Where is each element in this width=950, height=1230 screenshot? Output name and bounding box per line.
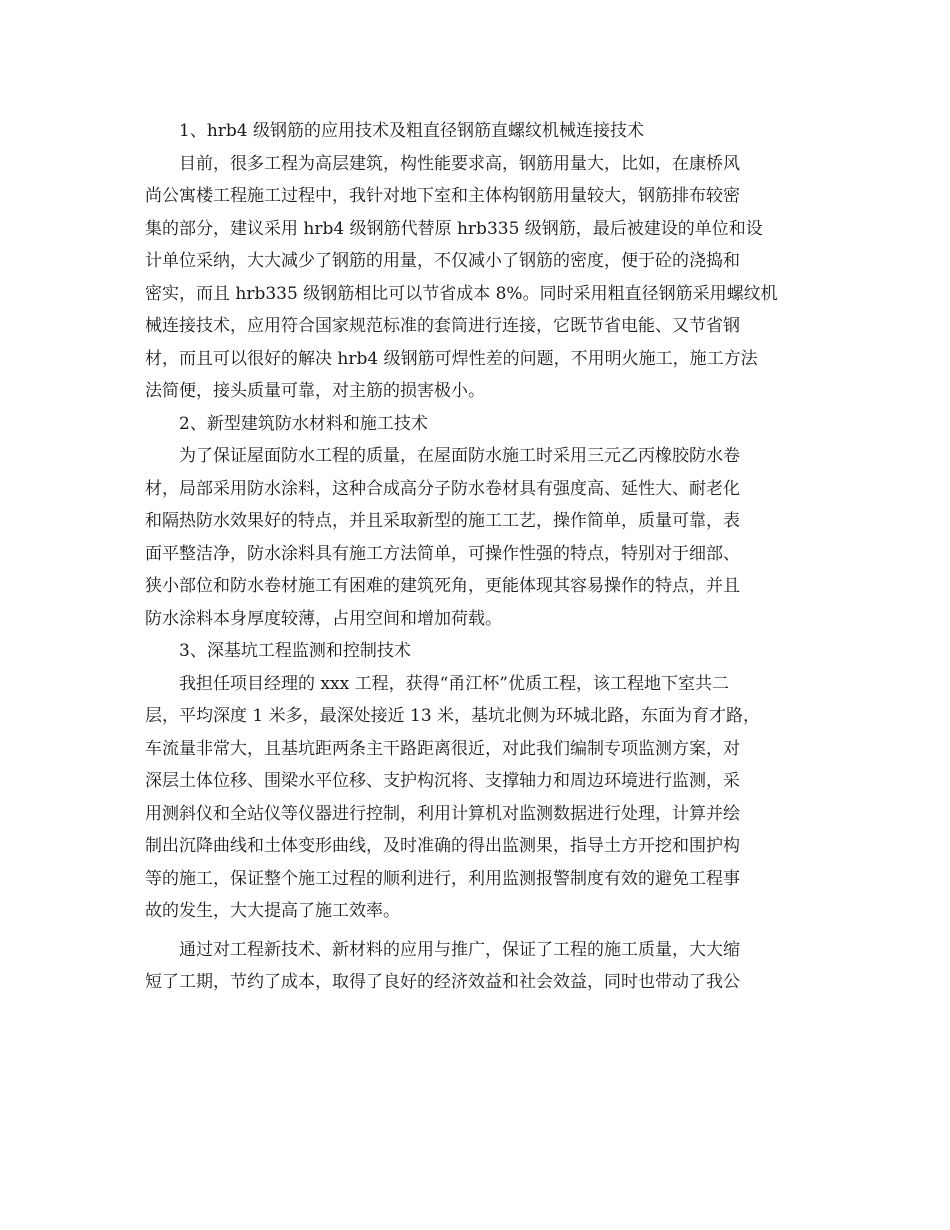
- paragraph-line: 面平整洁净，防水涂料具有施工方法简单，可操作性强的特点，特别对于细部、: [145, 543, 740, 564]
- paragraph-line: 和隔热防水效果好的特点，并且采取新型的施工工艺，操作简单，质量可靠，表: [145, 511, 740, 531]
- section-heading-1: 1、hrb4 级钢筋的应用技术及粗直径钢筋直螺纹机械连接技术: [179, 121, 644, 141]
- paragraph-line: 车流量非常大，且基坑距两条主干路距离很近，对此我们编制专项监测方案，对: [145, 738, 740, 759]
- paragraph-line: 械连接技术，应用符合国家规范标准的套筒进行连接，它既节省电能、又节省钢: [145, 316, 740, 336]
- paragraph-line: 我担任项目经理的 xxx 工程，获得“甬江杯”优质工程，该工程地下室共二: [179, 673, 729, 694]
- paragraph-line: 故的发生，大大提高了施工效率。: [145, 901, 400, 921]
- paragraph-line: 尚公寓楼工程施工过程中，我针对地下室和主体构钢筋用量较大，钢筋排布较密: [145, 186, 740, 206]
- paragraph-line: 制出沉降曲线和土体变形曲线，及时准确的得出监测果，指导土方开挖和围护构: [145, 836, 740, 856]
- paragraph-line: 狭小部位和防水卷材施工有困难的建筑死角，更能体现其容易操作的特点，并且: [145, 576, 740, 596]
- section-heading-3: 3、深基坑工程监测和控制技术: [179, 641, 411, 661]
- paragraph-line: 层，平均深度 1 米多，最深处接近 13 米，基坑北侧为环城北路，东面为育才路，: [145, 706, 761, 726]
- paragraph-line: 集的部分，建议采用 hrb4 级钢筋代替原 hrb335 级钢筋，最后被建设的单位和设: [145, 218, 763, 239]
- paragraph-line: 短了工期，节约了成本，取得了良好的经济效益和社会效益，同时也带动了我公: [145, 972, 740, 992]
- paragraph-line: 材，而且可以很好的解决 hrb4 级钢筋可焊性差的问题，不用明火施工，施工方法: [145, 348, 758, 369]
- paragraph-line: 防水涂料本身厚度较薄，占用空间和增加荷载。: [145, 608, 502, 629]
- paragraph-line: 计单位采纳，大大减少了钢筋的用量，不仅减小了钢筋的密度，便于砼的浇捣和: [145, 251, 740, 271]
- paragraph-line: 材，局部采用防水涂料，这种合成高分子防水卷材具有强度高、延性大、耐老化: [145, 478, 740, 499]
- paragraph-line: 为了保证屋面防水工程的质量，在屋面防水施工时采用三元乙丙橡胶防水卷: [179, 446, 740, 466]
- document-body: [145, 115, 810, 999]
- paragraph-line: 用测斜仪和全站仪等仪器进行控制，利用计算机对监测数据进行处理，计算并绘: [145, 803, 740, 824]
- paragraph-line: 密实，而且 hrb335 级钢筋相比可以节省成本 8%。同时采用粗直径钢筋采用螺纹机: [145, 283, 778, 304]
- paragraph-line: 通过对工程新技术、新材料的应用与推广，保证了工程的施工质量，大大缩: [179, 939, 740, 960]
- paragraph-line: 目前，很多工程为高层建筑，构性能要求高，钢筋用量大，比如，在康桥风: [179, 153, 740, 174]
- paragraph-line: 等的施工，保证整个施工过程的顺利进行，利用监测报警制度有效的避免工程事: [145, 868, 740, 889]
- paragraph-line: 深层土体位移、围梁水平位移、支护构沉将、支撑轴力和周边环境进行监测，采: [145, 771, 740, 791]
- section-heading-2: 2、新型建筑防水材料和施工技术: [179, 413, 428, 434]
- paragraph-line: 法简便，接头质量可靠，对主筋的损害极小。: [145, 381, 485, 401]
